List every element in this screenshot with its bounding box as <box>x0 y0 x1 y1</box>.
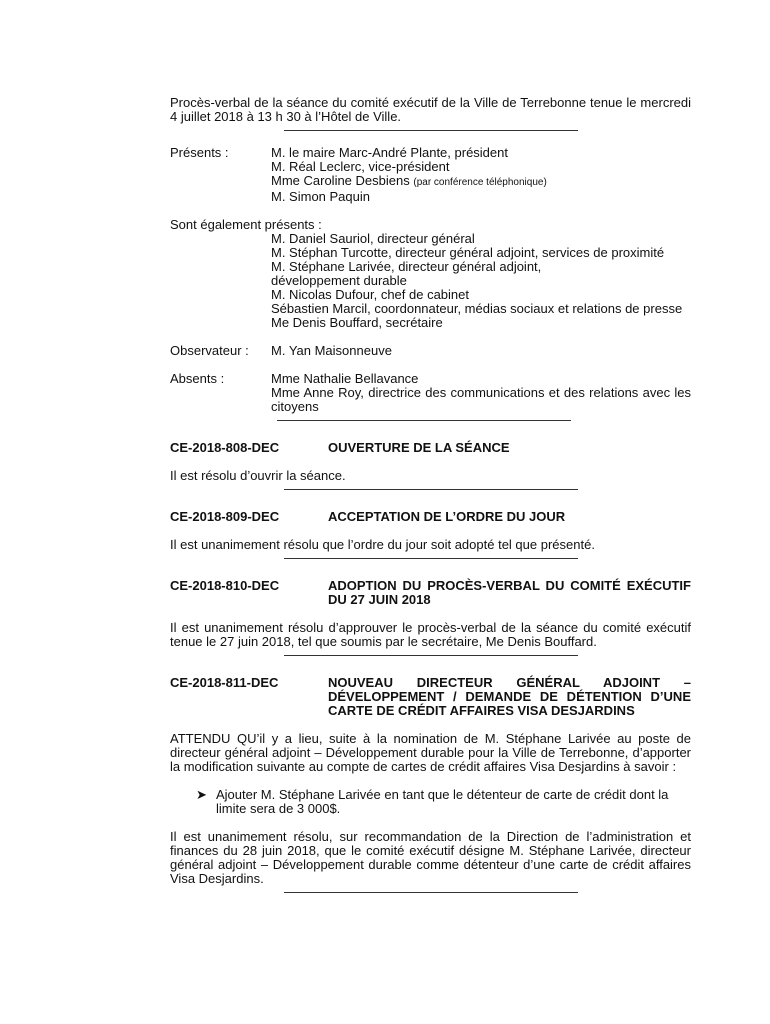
also-present-list <box>271 232 691 330</box>
observer-section <box>170 344 691 358</box>
resolution-heading <box>170 579 691 607</box>
arrow-bullet-icon: ➤ <box>196 787 207 802</box>
resolution-body: Il est unanimement résolu, sur recommandation de la Direction de l’administration et finances du 28 juin 2018, que le comité exécutif désigne M. Stéphane Larivée, directeur général adjoint – Développement durable comme détenteur d’une carte de crédit affaires Visa Desjardins. <box>170 829 691 886</box>
resolution-heading <box>170 510 691 524</box>
resolution-code: CE-2018-809-DEC <box>170 509 280 524</box>
also-present-line: Me Denis Bouffard, secrétaire <box>271 315 443 330</box>
resolution-title: NOUVEAU DIRECTEUR GÉNÉRAL ADJOINT – DÉVELOPPEMENT / DEMANDE DE DÉTENTION D’UNE CARTE DE CRÉDIT AFFAIRES VISA DESJARDINS <box>328 675 691 718</box>
also-present-line: Sébastien Marcil, coordonnateur, médias sociaux et relations de presse <box>271 301 683 316</box>
separator-rule <box>284 655 578 656</box>
present-label: Présents : <box>170 145 229 160</box>
phone-conference-note: (par conférence téléphonique) <box>413 177 547 188</box>
resolution-code: CE-2018-811-DEC <box>170 675 279 690</box>
minutes-header: Procès-verbal de la séance du comité exécutif de la Ville de Terrebonne tenue le mercredi 4 juillet 2018 à 13 h 30 à l’Hôtel de Ville. <box>170 95 691 124</box>
absent-section <box>170 372 691 414</box>
also-present-line: M. Stéphan Turcotte, directeur général adjoint, services de proximité <box>271 245 665 260</box>
bullet-item <box>196 788 691 816</box>
resolution-heading <box>170 676 691 718</box>
also-present-line: M. Nicolas Dufour, chef de cabinet <box>271 287 469 302</box>
present-name: Mme Caroline Desbiens (par conférence téléphonique) <box>271 173 547 188</box>
resolution-body: Il est unanimement résolu d’approuver le procès-verbal de la séance du comité exécutif tenue le 27 juin 2018, tel que soumis par le secrétaire, Me Denis Bouffard. <box>170 620 691 649</box>
resolution-title: ACCEPTATION DE L’ORDRE DU JOUR <box>328 509 566 524</box>
resolution-code: CE-2018-810-DEC <box>170 578 280 593</box>
absent-list <box>271 372 691 414</box>
minutes-page <box>170 96 691 893</box>
also-present-section <box>170 218 691 330</box>
separator-rule <box>284 130 578 131</box>
absent-line: Mme Anne Roy, directrice des communications et des relations avec les citoyens <box>271 385 691 414</box>
resolution-title: OUVERTURE DE LA SÉANCE <box>328 440 510 455</box>
also-present-line: développement durable <box>271 273 407 288</box>
resolution-body: Il est résolu d’ouvrir la séance. <box>170 468 346 483</box>
absent-label: Absents : <box>170 371 225 386</box>
separator-rule <box>284 558 578 559</box>
separator-rule <box>284 489 578 490</box>
present-name: M. le maire Marc-André Plante, président <box>271 145 508 160</box>
resolution-title: ADOPTION DU PROCÈS-VERBAL DU COMITÉ EXÉCUTIF DU 27 JUIN 2018 <box>328 578 691 607</box>
observer-label: Observateur : <box>170 343 249 358</box>
present-name: M. Simon Paquin <box>271 189 370 204</box>
separator-rule <box>284 892 578 893</box>
bullet-text: Ajouter M. Stéphane Larivée en tant que le détenteur de carte de crédit dont la limite sera de 3 000$. <box>216 787 669 816</box>
also-present-line: M. Stéphane Larivée, directeur général adjoint, <box>271 259 542 274</box>
absent-line: Mme Nathalie Bellavance <box>271 371 419 386</box>
also-present-label: Sont également présents : <box>170 217 322 232</box>
resolution-body: Il est unanimement résolu que l’ordre du jour soit adopté tel que présenté. <box>170 537 595 552</box>
separator-rule <box>277 420 571 421</box>
resolution-heading <box>170 441 691 455</box>
resolution-code: CE-2018-808-DEC <box>170 440 280 455</box>
also-present-line: M. Daniel Sauriol, directeur général <box>271 231 475 246</box>
whereas-clause: ATTENDU QU’il y a lieu, suite à la nomination de M. Stéphane Larivée au poste de directeur général adjoint – Développement durable pour la Ville de Terrebonne, d’apporter la modification suivante au compte de cartes de crédit affaires Visa Desjardins à savoir : <box>170 731 691 774</box>
present-section <box>170 146 691 204</box>
observer-name: M. Yan Maisonneuve <box>271 343 392 358</box>
present-list <box>271 146 691 204</box>
present-name: M. Réal Leclerc, vice-président <box>271 159 450 174</box>
